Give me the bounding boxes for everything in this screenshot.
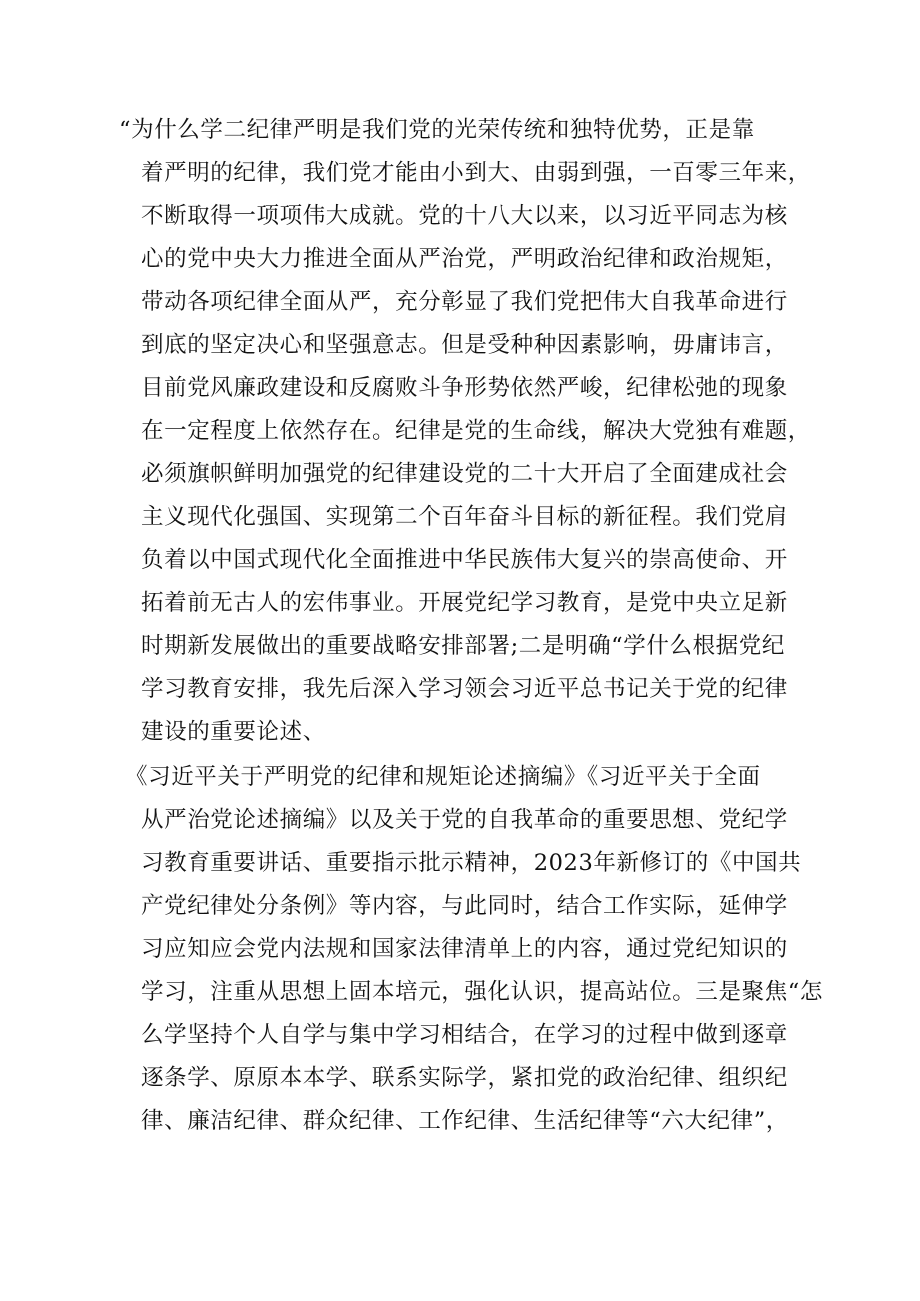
text-line: 着严明的纪律，我们党才能由小到大、由弱到强，一百零三年来， [141, 160, 811, 186]
text-line: 从严治党论述摘编》以及关于党的自我革命的重要思想、党纪学 [141, 807, 788, 833]
text-line: 建设的重要论述、 [141, 719, 326, 745]
text-line: 时期新发展做出的重要战略安排部署;二是明确“学什么根据党纪 [141, 633, 785, 659]
text-line: “为什么学二纪律严明是我们党的光荣传统和独特优势，正是靠 [119, 117, 755, 143]
text-line: 逐条学、原原本本学、联系实际学，紧扣党的政治纪律、组织纪 [141, 1065, 788, 1091]
text-line: 主义现代化强国、实现第二个百年奋斗目标的新征程。我们党肩 [141, 504, 788, 530]
text-line: 拓着前无古人的宏伟事业。开展党纪学习教育，是党中央立足新 [141, 590, 788, 616]
text-line: 习教育重要讲话、重要指示批示精神，2023年新修订的《中国共 [141, 850, 802, 876]
text-line: 么学坚持个人自学与集中学习相结合，在学习的过程中做到逐章 [141, 1022, 788, 1048]
text-line: 带动各项纪律全面从严，充分彰显了我们党把伟大自我革命进行 [141, 289, 788, 315]
text-line: 产党纪律处分条例》等内容，与此同时，结合工作实际，延伸学 [141, 893, 788, 919]
text-line: 《习近平关于严明党的纪律和规矩论述摘编》《习近平关于全面 [125, 764, 761, 790]
text-line: 到底的坚定决心和坚强意志。但是受种种因素影响，毋庸讳言， [141, 332, 788, 358]
text-line: 必须旗帜鲜明加强党的纪律建设党的二十大开启了全面建成社会 [141, 461, 788, 487]
text-line: 不断取得一项项伟大成就。党的十八大以来，以习近平同志为核 [141, 203, 788, 229]
text-line: 负着以中国式现代化全面推进中华民族伟大复兴的崇高使命、开 [141, 547, 788, 573]
text-line: 律、廉洁纪律、群众纪律、工作纪律、生活纪律等“六大纪律”， [141, 1108, 789, 1134]
text-line: 习应知应会党内法规和国家法律清单上的内容，通过党纪知识的 [141, 936, 788, 962]
text-line: 目前党风廉政建设和反腐败斗争形势依然严峻，纪律松弛的现象 [141, 375, 788, 401]
text-line: 心的党中央大力推进全面从严治党，严明政治纪律和政治规矩， [141, 246, 788, 272]
text-line: 学习，注重从思想上固本培元，强化认识，提高站位。三是聚焦“怎 [141, 979, 824, 1005]
text-line: 学习教育安排，我先后深入学习领会习近平总书记关于党的纪律 [141, 676, 788, 702]
text-line: 在一定程度上依然存在。纪律是党的生命线，解决大党独有难题， [141, 418, 811, 444]
